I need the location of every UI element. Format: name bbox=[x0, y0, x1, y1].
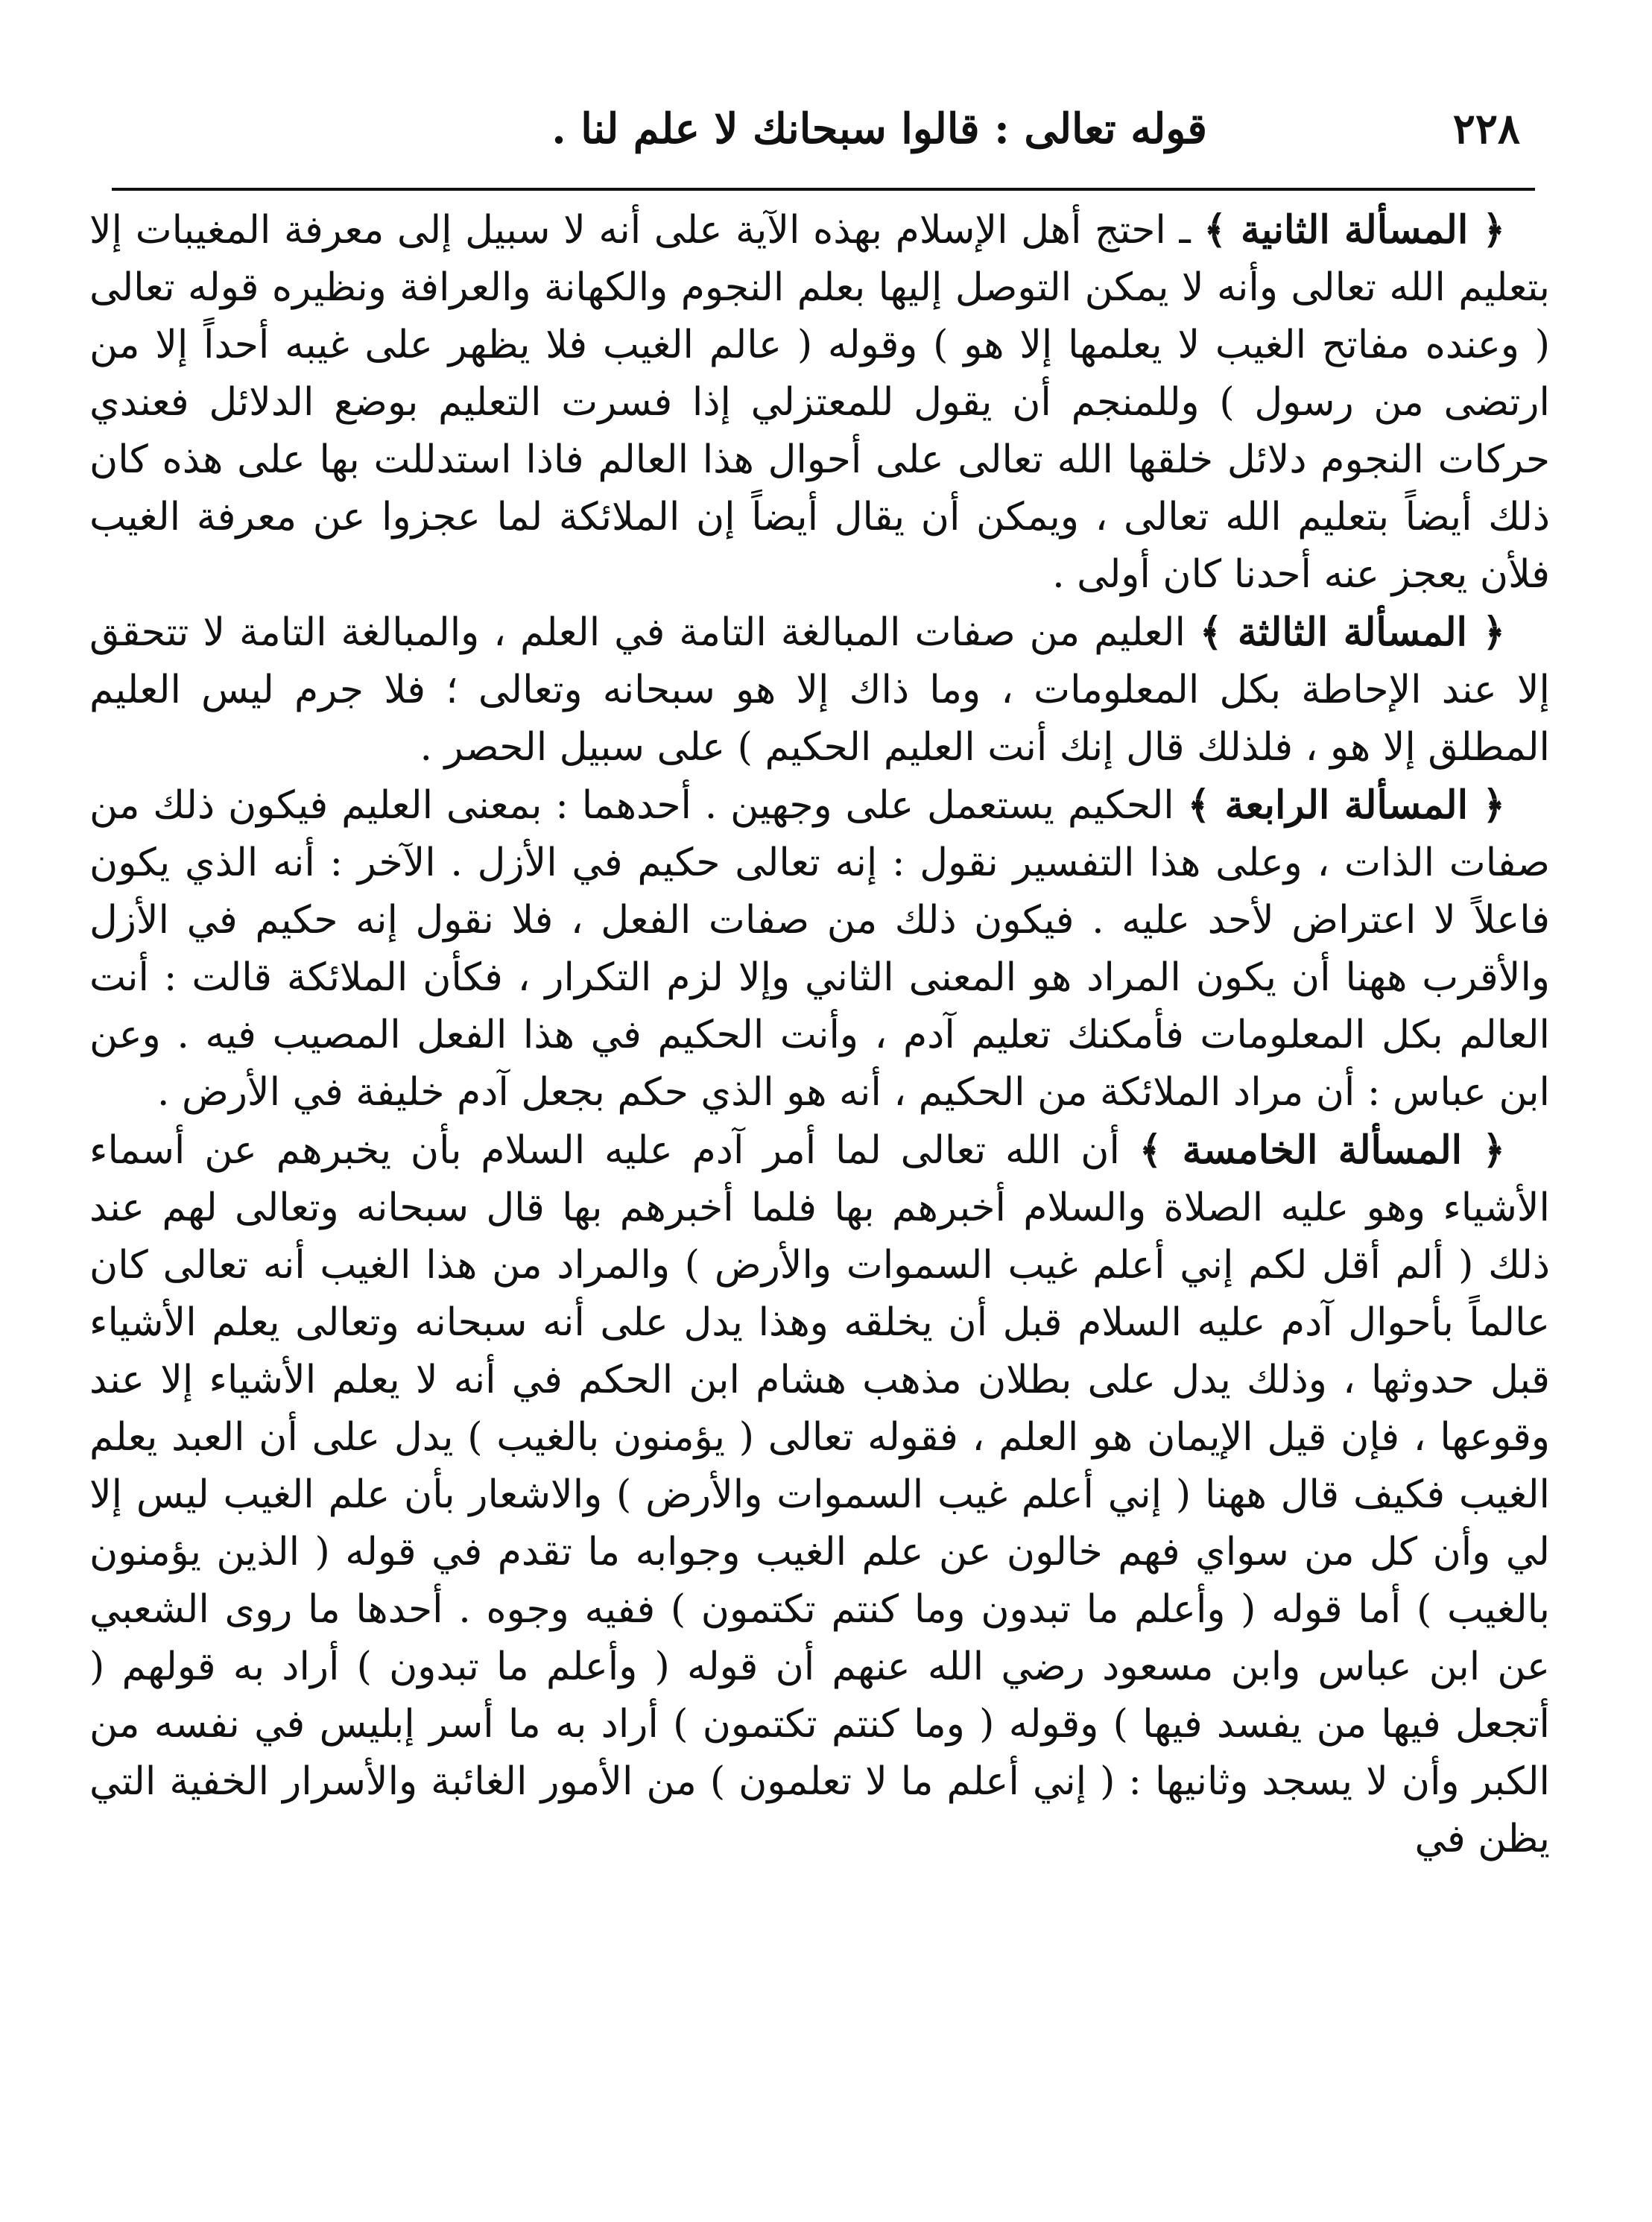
main-text bbox=[89, 201, 1550, 1868]
running-title: قوله تعالى : قالوا سبحانك لا علم لنا . bbox=[551, 104, 1207, 153]
paragraph-issue-4 bbox=[89, 776, 1550, 1121]
paragraph-text: الحكيم يستعمل على وجهين . أحدهما : بمعنى العليم فيكون ذلك من صفات الذات ، وعلى هذا التفسير نقول : إنه تعالى حكيم في الأزل . الآخر : أنه الذي يكون فاعلاً لا اعتراض لأحد عليه . فيكون ذلك من صفات الفعل ، فلا نقول إنه حكيم في الأزل والأقرب ههنا أن يكون المراد هو المعنى الثاني وإلا لزم التكرار ، فكأن الملائكة قالت : أنت العالم بكل المعلومات فأمكنك تعليم آدم ، وأنت الحكيم في هذا الفعل المصيب فيه . وعن ابن عباس : أن مراد الملائكة من الحكيم ، أنه هو الذي حكم بجعل آدم خليفة في الأرض . bbox=[89, 783, 1550, 1115]
issue-heading: ﴿ المسألة الثالثة ﴾ bbox=[1199, 610, 1505, 655]
paragraph-text: ـ احتج أهل الإسلام بهذه الآية على أنه لا سبيل إلى معرفة المغيبات إلا بتعليم الله تعالى وأنه لا يمكن التوصل إليها بعلم النجوم والكهانة والعرافة ونظيره قوله تعالى ( وعنده مفاتح الغيب لا يعلمها إلا هو ) وقوله ( عالم الغيب فلا يظهر على غيبه أحداً إلا من ارتضى من رسول ) وللمنجم أن يقول للمعتزلي إذا فسرت التعليم بوضع الدلائل فعندي حركات النجوم دلائل خلقها الله تعالى على أحوال هذا العالم فاذا استدللت بها على هذه كان ذلك أيضاً بتعليم الله تعالى ، ويمكن أن يقال أيضاً إن الملائكة لما عجزوا عن معرفة الغيب فلأن يعجز عنه أحدنا كان أولى . bbox=[89, 208, 1550, 597]
page-number: ٢٢٨ bbox=[1452, 104, 1520, 153]
paragraph-text: أن الله تعالى لما أمر آدم عليه السلام بأن يخبرهم عن أسماء الأشياء وهو عليه الصلاة والسلام أخبرهم بها فلما أخبرهم بها قال سبحانه وتعالى لهم عند ذلك ( ألم أقل لكم إني أعلم غيب السموات والأرض ) والمراد من هذا الغيب أنه تعالى كان عالماً بأحوال آدم عليه السلام قبل أن يخلقه وهذا يدل على أنه سبحانه وتعالى يعلم الأشياء قبل حدوثها ، وذلك يدل على بطلان مذهب هشام ابن الحكم في أنه لا يعلم الأشياء إلا عند وقوعها ، فإن قيل الإيمان هو العلم ، فقوله تعالى ( يؤمنون بالغيب ) يدل على أن العبد يعلم الغيب فكيف قال ههنا ( إني أعلم غيب السموات والأرض ) والاشعار بأن علم الغيب ليس إلا لي وأن كل من سواي فهم خالون عن علم الغيب وجوابه ما تقدم في قوله ( الذين يؤمنون بالغيب ) أما قوله ( وأعلم ما تبدون وما كنتم تكتمون ) ففيه وجوه . أحدها ما روى الشعبي عن ابن عباس وابن مسعود رضي الله عنهم أن قوله ( وأعلم ما تبدون ) أراد به قولهم ( أتجعل فيها من يفسد فيها ) وقوله ( وما كنتم تكتمون ) أراد به ما أسر إبليس في نفسه من الكبر وأن لا يسجد وثانيها : ( إني أعلم ما لا تعلمون ) من الأمور الغائبة والأسرار الخفية التي يظن في bbox=[89, 1128, 1551, 1861]
paragraph-issue-2 bbox=[89, 201, 1550, 604]
issue-heading: ﴿ المسألة الثانية ﴾ bbox=[1203, 207, 1505, 253]
paragraph-issue-3 bbox=[89, 604, 1550, 776]
paragraph-issue-5 bbox=[89, 1121, 1550, 1868]
page-header bbox=[134, 104, 1520, 164]
paragraph-text: العليم من صفات المبالغة التامة في العلم ، والمبالغة التامة لا تتحقق إلا عند الإحاطة بكل المعلومات ، وما ذاك إلا هو سبحانه وتعالى ؛ فلا جرم ليس العليم المطلق إلا هو ، فلذلك قال إنك أنت العليم الحكيم ) على سبيل الحصر . bbox=[89, 610, 1550, 770]
header-rule bbox=[112, 188, 1535, 191]
issue-heading: ﴿ المسألة الرابعة ﴾ bbox=[1187, 782, 1505, 828]
issue-heading: ﴿ المسألة الخامسة ﴾ bbox=[1139, 1127, 1505, 1173]
